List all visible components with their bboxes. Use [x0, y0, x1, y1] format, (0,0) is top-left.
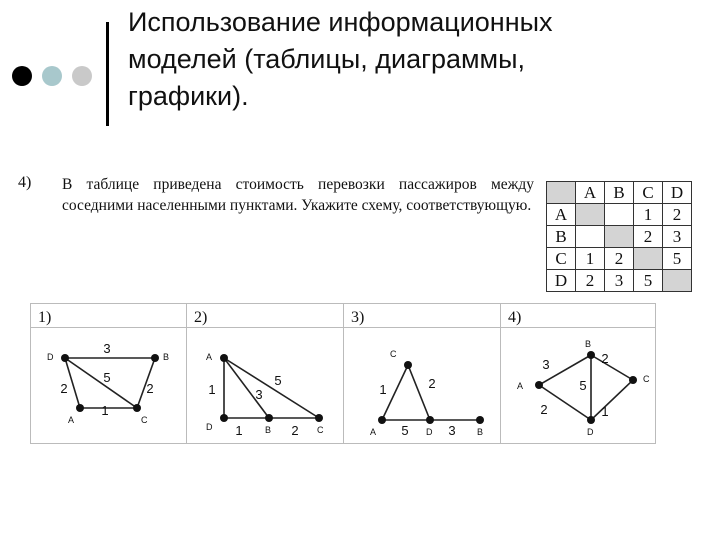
- table-cell: [634, 248, 663, 270]
- row-header: B: [547, 226, 576, 248]
- graph-node: [265, 414, 273, 422]
- node-label: C: [317, 425, 324, 435]
- table-cell: 3: [605, 270, 634, 292]
- table-corner-cell: [547, 182, 576, 204]
- row-header: D: [547, 270, 576, 292]
- option-label: 2): [194, 309, 208, 326]
- graph-edge: [591, 355, 633, 380]
- graph-options-grid: [30, 303, 656, 444]
- table-cell: 3: [663, 226, 692, 248]
- node-label: D: [426, 427, 433, 437]
- table-cell: [576, 204, 605, 226]
- edge-weight: 5: [274, 373, 282, 388]
- node-label: D: [206, 422, 213, 432]
- edge-weight: 3: [255, 387, 263, 402]
- node-label: D: [587, 427, 594, 437]
- edge-weight: 2: [601, 351, 609, 366]
- task-number: 4): [18, 174, 32, 191]
- node-label: C: [390, 349, 397, 359]
- edge-weight: 5: [579, 378, 587, 393]
- graph-node: [220, 414, 228, 422]
- table-cell: 5: [663, 248, 692, 270]
- cost-table: [546, 181, 692, 292]
- table-cell: 1: [634, 204, 663, 226]
- column-header: D: [663, 182, 692, 204]
- graph-node: [151, 354, 159, 362]
- graph-node: [61, 354, 69, 362]
- edge-weight: 1: [101, 403, 109, 418]
- option-label: 4): [508, 309, 522, 326]
- graph-edge: [408, 365, 430, 420]
- edge-weight: 1: [235, 423, 243, 438]
- decor-dot-teal: [42, 66, 62, 86]
- node-label: D: [47, 352, 54, 362]
- table-cell: 2: [576, 270, 605, 292]
- edge-weight: 3: [448, 423, 456, 438]
- option-label: 3): [351, 309, 365, 326]
- table-cell: 2: [663, 204, 692, 226]
- node-label: A: [370, 427, 377, 437]
- node-label: C: [643, 374, 650, 384]
- graph-node: [133, 404, 141, 412]
- node-label: B: [585, 339, 592, 349]
- edge-weight: 2: [540, 402, 548, 417]
- option-label: 1): [38, 309, 52, 326]
- graph-node: [476, 416, 484, 424]
- edge-weight: 2: [291, 423, 299, 438]
- graph-node: [378, 416, 386, 424]
- title-line: графики).: [128, 81, 249, 111]
- node-label: B: [163, 352, 170, 362]
- edge-weight: 3: [542, 357, 550, 372]
- graph-node: [404, 361, 412, 369]
- title-divider: [106, 22, 109, 126]
- table-cell: 2: [634, 226, 663, 248]
- table-row: [547, 204, 692, 226]
- graph-edge: [65, 358, 137, 408]
- graph-node: [220, 354, 228, 362]
- edge-weight: 3: [103, 341, 111, 356]
- edge-weight: 1: [601, 404, 609, 419]
- decor-dot-gray: [72, 66, 92, 86]
- title-line: Использование информационных: [128, 7, 553, 37]
- column-header: B: [605, 182, 634, 204]
- edge-weight: 5: [103, 370, 111, 385]
- table-row: [547, 248, 692, 270]
- table-cell: [576, 226, 605, 248]
- edge-weight: 2: [428, 376, 436, 391]
- edge-weight: 2: [60, 381, 68, 396]
- graph-edge: [591, 380, 633, 420]
- decor-dot-dark: [12, 66, 32, 86]
- graph-3: [370, 349, 484, 438]
- node-label: C: [141, 415, 148, 425]
- column-header: A: [576, 182, 605, 204]
- node-label: A: [206, 352, 213, 362]
- edge-weight: 5: [401, 423, 409, 438]
- graphs-layer: [47, 339, 650, 438]
- node-label: A: [68, 415, 75, 425]
- title-line: моделей (таблицы, диаграммы,: [128, 44, 526, 74]
- table-cell: 5: [634, 270, 663, 292]
- graph-edge: [224, 358, 319, 418]
- graph-4: [517, 339, 650, 437]
- table-cell: 2: [605, 248, 634, 270]
- graph-node: [76, 404, 84, 412]
- node-label: B: [477, 427, 484, 437]
- row-header: A: [547, 204, 576, 226]
- task-text: В таблице приведена стоимость перевозки пассажиров между соседними населенными пунктами. Укажите схему, соответствующую.: [62, 176, 534, 214]
- edge-weight: 1: [379, 382, 387, 397]
- edge-weight: 1: [208, 382, 216, 397]
- graph-node: [426, 416, 434, 424]
- graph-node: [315, 414, 323, 422]
- graph-node: [535, 381, 543, 389]
- column-header: C: [634, 182, 663, 204]
- graph-node: [629, 376, 637, 384]
- table-cell: [663, 270, 692, 292]
- graph-2: [206, 352, 324, 438]
- graph-node: [587, 416, 595, 424]
- table-row: [547, 226, 692, 248]
- slide-title: [128, 4, 688, 115]
- table-cell: [605, 204, 634, 226]
- graph-node: [587, 351, 595, 359]
- graph-1: [47, 341, 169, 425]
- row-header: C: [547, 248, 576, 270]
- node-label: B: [265, 425, 272, 435]
- table-row: [547, 270, 692, 292]
- edge-weight: 2: [146, 381, 154, 396]
- table-cell: [605, 226, 634, 248]
- table-header-row: [547, 182, 692, 204]
- node-label: A: [517, 381, 524, 391]
- table-cell: 1: [576, 248, 605, 270]
